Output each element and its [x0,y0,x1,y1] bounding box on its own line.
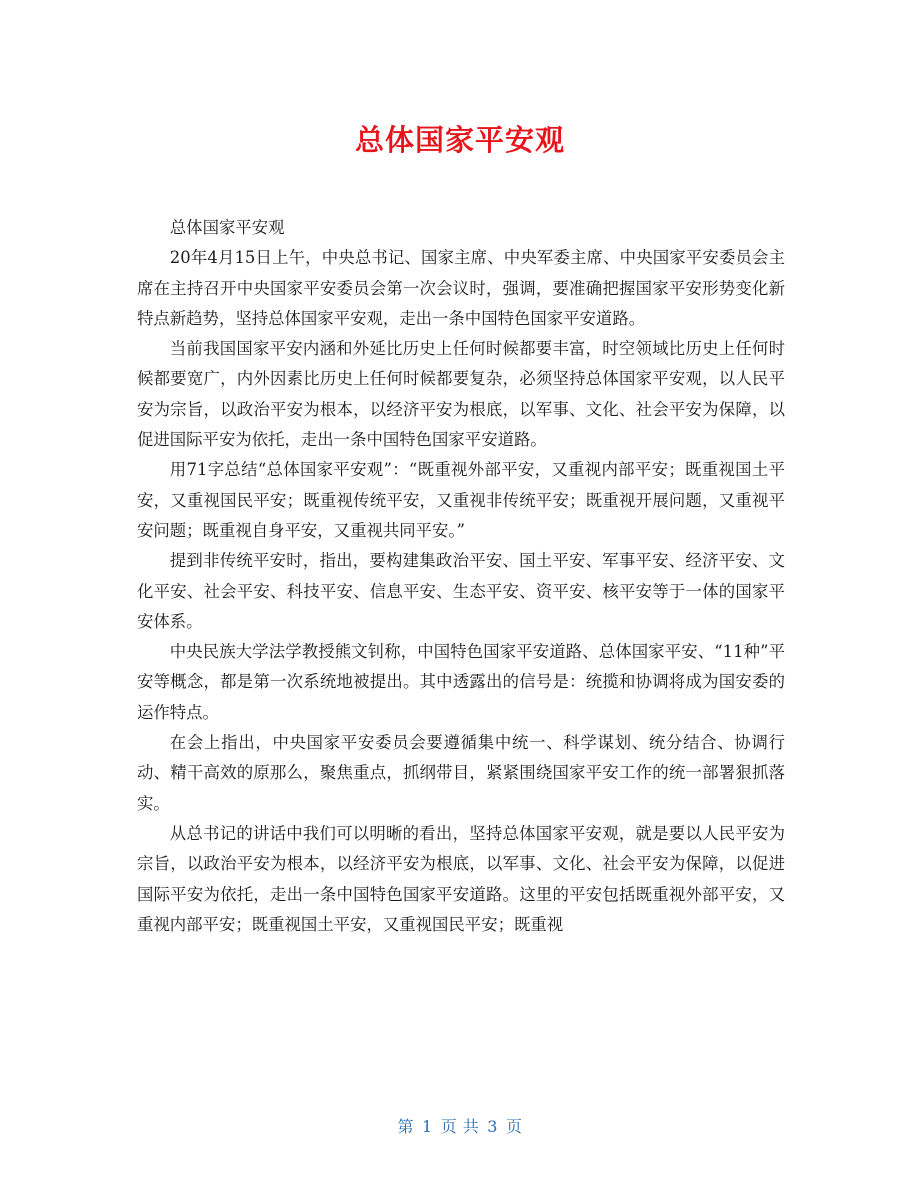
page-label-suffix: 页 [505,1117,523,1136]
paragraph: 总体国家平安观 [169,218,285,237]
page-footer [0,1114,920,1137]
paragraph: 用71字总结“总体国家平安观”：“既重视外部平安，又重视内部平安；既重视国土平安，又重视国民平安；既重视传统平安，又重视非传统平安；既重视开展问题，又重视平安问题；既重视自身平安，又重视共同平安。” [137,460,785,540]
paragraph: 从总书记的讲话中我们可以明晰的看出，坚持总体国家平安观，就是要以人民平安为宗旨，以政治平安为根本，以经济平安为根底，以军事、文化、社会平安为保障，以促进国际平安为依托，走出一条中国特色国家平安道路。这里的平安包括既重视外部平安，又重视内部平安；既重视国土平安，又重视国民平安；既重视 [137,823,785,934]
total-pages-number: 3 [487,1117,498,1136]
current-page-number: 1 [422,1117,433,1136]
page-label-mid: 页 共 [440,1117,480,1136]
page-label-prefix: 第 [397,1117,415,1136]
document-body [137,213,785,940]
document-title: 总体国家平安观 [354,123,565,157]
paragraph: 20年4月15日上午，中央总书记、国家主席、中央军委主席、中央国家平安委员会主席在主持召开中央国家平安委员会第一次会议时，强调，要准确把握国家平安形势变化新特点新趋势，坚持总体国家平安观，走出一条中国特色国家平安道路。 [137,248,785,328]
paragraph: 在会上指出，中央国家平安委员会要遵循集中统一、科学谋划、统分结合、协调行动、精干高效的原那么，聚焦重点，抓纲带目，紧紧围绕国家平安工作的统一部署狠抓落实。 [137,733,785,813]
paragraph: 当前我国国家平安内涵和外延比历史上任何时候都要丰富，时空领域比历史上任何时候都要宽广，内外因素比历史上任何时候都要复杂，必须坚持总体国家平安观，以人民平安为宗旨，以政治平安为根本，以经济平安为根底，以军事、文化、社会平安为保障，以促进国际平安为依托，走出一条中国特色国家平安道路。 [137,339,785,450]
paragraph: 提到非传统平安时，指出，要构建集政治平安、国土平安、军事平安、经济平安、文化平安、社会平安、科技平安、信息平安、生态平安、资平安、核平安等于一体的国家平安体系。 [137,551,785,631]
paragraph: 中央民族大学法学教授熊文钊称，中国特色国家平安道路、总体国家平安、“11种”平安等概念，都是第一次系统地被提出。其中透露出的信号是：统揽和协调将成为国安委的运作特点。 [137,642,785,722]
